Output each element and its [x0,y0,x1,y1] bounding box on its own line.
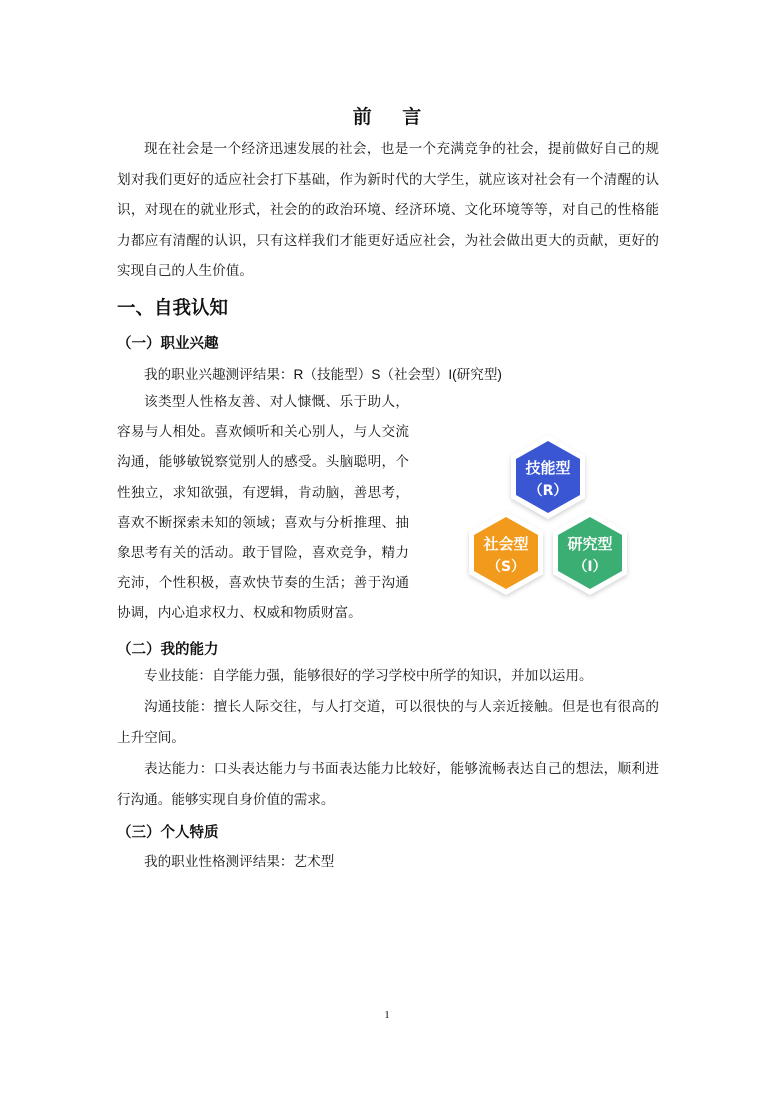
hexagon-realistic-name: 技能型 [525,459,571,477]
hexagon-investigative [553,511,627,595]
ability-professional: 专业技能：自学能力强，能够很好的学习学校中所学的知识，并加以运用。 [144,668,593,684]
hexagon-social-name: 社会型 [483,535,529,553]
page-number: 1 [384,1009,390,1021]
intro-paragraph: 现在社会是一个经济迅速发展的社会，也是一个充满竞争的社会，提前做好自己的规划对我们更好的适应社会打下基础，作为新时代的大学生，就应该对社会有一个清醒的认识，对现在的就业形式，社会的的政治环境、经济环境、文化环境等等，对自己的性格能力都应有清醒的认识，只有这样我们才能更好适应社会，为社会做出更大的贡献，更好的实现自己的人生价值。 [117,141,659,279]
ability-expression: 表达能力：口头表达能力与书面表达能力比较好，能够流畅表达自己的想法，顺利进行沟通。能够实现自身价值的需求。 [117,761,659,808]
subheading-career-interest: （一）职业兴趣 [117,335,219,352]
interest-result-value: R（技能型）S（社会型）I(研究型) [293,367,502,382]
subheading-personal-traits: （三）个人特质 [117,824,219,841]
hexagon-realistic-code: （R） [528,483,568,499]
hexagon-realistic [511,435,585,519]
traits-result: 我的职业性格测评结果：艺术型 [144,854,335,870]
hexagon-investigative-code: （I） [573,559,607,575]
ability-communication: 沟通技能：擅长人际交往，与人打交道，可以很快的与人亲近接触。但是也有很高的上升空间。 [117,699,659,746]
subheading-my-ability: （二）我的能力 [117,641,219,658]
hexagon-investigative-name: 研究型 [567,535,613,553]
interest-result-label: 我的职业兴趣测评结果： [144,367,294,383]
hexagon-social-code: （S） [486,559,526,575]
holland-code-diagram [462,432,634,602]
section-heading-self-awareness: 一、自我认知 [117,298,229,319]
hexagon-social [469,511,543,595]
interest-description: 该类型人性格友善、对人慷慨、乐于助人，容易与人相处。喜欢倾听和关心别人，与人交流沟通，能够敏锐察觉别人的感受。头脑聪明，个性独立，求知欲强，有逻辑，肯动脑，善思考，喜欢不断探索未知的领域；喜欢与分析推理、抽象思考有关的活动。敢于冒险，喜欢竞争，精力充沛，个性积极，喜欢快节奏的生活；善于沟通协调，内心追求权力、权威和物质财富。 [117,394,409,622]
page-title: 前 言 [352,106,434,128]
